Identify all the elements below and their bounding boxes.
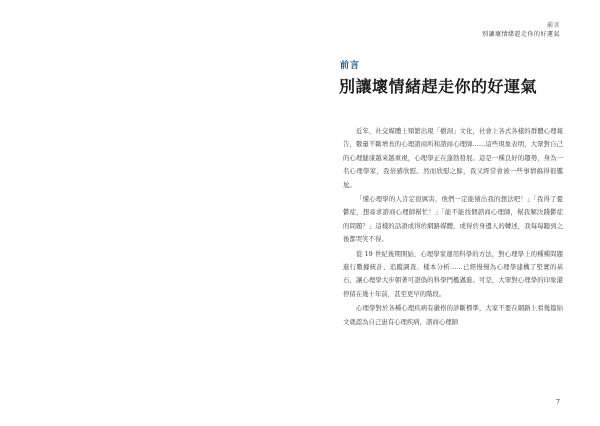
body-text [343,125,563,330]
running-head-title: 別讓壞情緒趕走你的好運氣 [481,31,560,38]
paragraph-1: 近年，社交媒體上頻繁出現「樹洞」文化，社會上各式各樣的群體心理報告，數量不斷增長的心理諮商所和諮商心理師……這些現象表明，大眾對自己的心理健康越來越重視，心理學正在蓬勃發展。這是一種良好的趨勢，身為一名心理學家，我倍感欣慰。然而欣慰之餘，我又經常會被一些事情搞得很尷尬。 [343,127,563,189]
section-label: 前言 [340,61,361,71]
page-number: 7 [555,398,560,406]
running-head-section: 前言 [546,22,560,29]
paragraph-3: 從 19 世紀後期開始，心理學家運用科學的方法，對心理學上的種種問題進行數據統計、追蹤調查、樣本分析……已經慢慢為心理學建構了堅實的基石，讓心理學大步朝著可證偽的科學門檻邁進。可是，大眾對心理學的印象還停留在幾十年前，甚至更早的階段。 [343,249,563,298]
chapter-title: 別讓壞情緒趕走你的好運氣 [339,77,538,96]
paragraph-2: 「懂心理學的人肯定很厲害，他們一定能猜出我的想法吧！」「我得了憂鬱症，想尋求諮商心理師幫忙！」「能不能找個諮商心理師，幫我解決踐鬱症的問題？」這樣的話語或得於網路媒體，或得於身邊人的轉述，我每每聽到之後都哭笑不得。 [343,195,563,244]
paragraph-4: 心理學對於各種心理疾病有嚴格的診斷標準，大家不要在網路上看幾篇貼文就認為自己患有心理疾病，諮商心理師 [343,304,563,326]
running-head [482,21,560,39]
